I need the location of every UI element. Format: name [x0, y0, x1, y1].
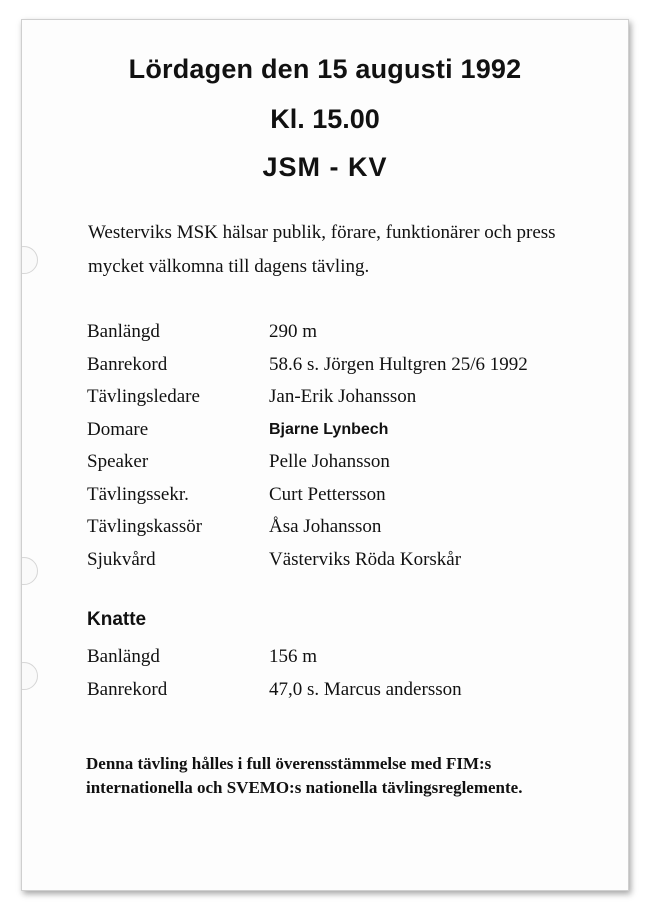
detail-label: Speaker: [87, 451, 149, 472]
knatte-value: 47,0 s. Marcus andersson: [269, 679, 462, 700]
punch-hole-top: [21, 246, 38, 274]
welcome-text: Westerviks MSK hälsar publik, förare, funktionärer och press mycket välkomna till dagens tävling.: [88, 222, 556, 277]
detail-label: Sjukvård: [87, 549, 156, 570]
detail-label: Banrekord: [87, 354, 168, 375]
detail-value: 290 m: [269, 321, 318, 342]
detail-value: Curt Pettersson: [269, 484, 386, 505]
detail-value: Åsa Johansson: [269, 516, 382, 537]
detail-value: Pelle Johansson: [269, 451, 390, 472]
detail-label: Tävlingskassör: [87, 516, 203, 537]
knatte-value: 156 m: [269, 646, 318, 667]
detail-value: Västerviks Röda Korskår: [269, 549, 462, 570]
detail-label: Domare: [87, 419, 149, 440]
knatte-label: Banrekord: [87, 679, 168, 700]
knatte-label: Banlängd: [87, 646, 160, 667]
punch-hole-bottom: [21, 662, 38, 690]
event-time: Kl. 15.00: [270, 104, 380, 134]
event-title: JSM - KV: [262, 152, 388, 182]
program-sheet: [21, 19, 629, 891]
detail-label: Tävlingsledare: [87, 386, 200, 407]
detail-label: Tävlingssekr.: [87, 484, 189, 505]
knatte-title: Knatte: [87, 609, 147, 630]
regulation-notice: Denna tävling hålles i full överensstämmelse med FIM:s internationella och SVEMO:s nationella tävlingsreglemente.: [86, 754, 523, 797]
detail-value: Bjarne Lynbech: [269, 421, 389, 438]
detail-label: Banlängd: [87, 321, 160, 342]
detail-value: 58.6 s. Jörgen Hultgren 25/6 1992: [269, 354, 528, 375]
detail-value: Jan-Erik Johansson: [269, 386, 417, 407]
event-date: Lördagen den 15 augusti 1992: [128, 54, 522, 84]
punch-hole-middle: [21, 557, 38, 585]
